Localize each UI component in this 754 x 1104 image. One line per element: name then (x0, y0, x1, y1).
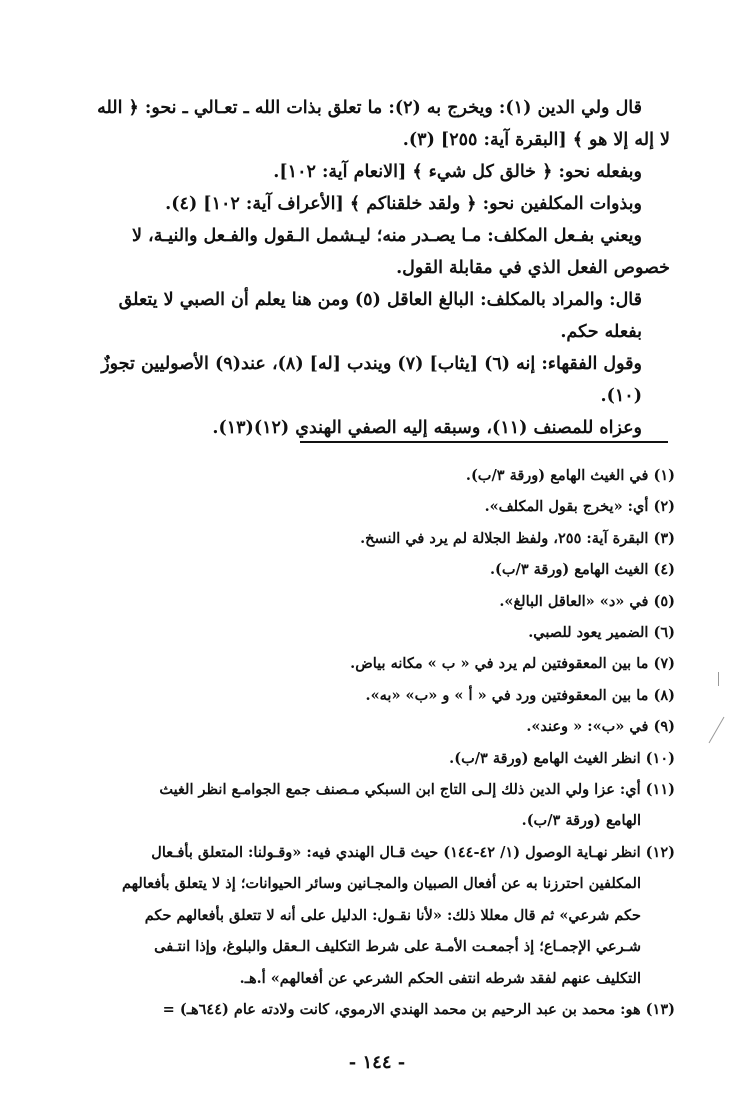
text-line: وعزاه للمصنف (١١)، وسبقه إليه الصفي الهندي (١٢)(١٣). (212, 418, 642, 438)
text-line: قال: والمراد بالمكلف: البالغ العاقل (٥) ومن هنا يعلم أن الصبي لا يتعلق بفعله حكم. (118, 290, 642, 342)
footnote: (١) في الغيث الهامع (ورقة ٣/ب). (465, 467, 675, 484)
main-text (90, 92, 670, 444)
footnote-continuation: التكليف عنهم لفقد شرطه انتفى الحكم الشرعي عن أفعالهم» أ.هـ. (239, 969, 641, 987)
footnote: (٥) في «د» «العاقل البالغ». (499, 592, 675, 610)
footnotes (90, 460, 675, 1025)
footnote: (٨) ما بين المعقوفتين ورد في « أ » و «ب» «به». (365, 686, 675, 704)
footnote-continuation: حكم شرعي» ثم قال معللا ذلك: «لأنا نقـول: الدليل على أنه لا تتعلق بأفعالهم حكم (144, 906, 641, 924)
text-line: لا إله إلا هو ﴾ [البقرة آية: ٢٥٥] (٣). (402, 130, 670, 150)
text-line: قال ولي الدين (١): ويخرج به (٢): ما تعلق بذات الله ـ تعـالي ـ نحو: ﴿ الله (97, 98, 642, 118)
footnote-continuation: المكلفين احترزنا به عن أفعال الصبيان والمجـانين وسائر الحيوانات؛ إذ لا يتعلق بأفعالهم (122, 875, 641, 893)
footnote-continuation: الهامع (ورقة ٣/ب). (521, 812, 641, 830)
footnote: (٦) الضمير يعود للصبي. (528, 624, 675, 642)
footnote: (٣) البقرة آية: ٢٥٥، ولفظ الجلالة لم يرد في النسخ. (360, 529, 675, 547)
page-number: - ١٤٤ - (348, 1052, 406, 1073)
text-line: خصوص الفعل الذي في مقابلة القول. (396, 258, 670, 278)
margin-mark (718, 672, 719, 686)
footnote: (١٠) انظر الغيث الهامع (ورقة ٣/ب). (449, 749, 675, 767)
margin-mark (709, 717, 725, 743)
footnote: (٩) في «ب»: « وعند». (526, 718, 675, 736)
footnote: (٤) الغيث الهامع (ورقة ٣/ب). (489, 561, 675, 579)
footnote: (٧) ما بين المعقوفتين لم يرد في « ب » مكانه بياض. (350, 655, 675, 673)
text-line: وقول الفقهاء: إنه (٦) [يثاب] (٧) ويندب [له] (٨)، عند(٩) الأصوليين تجوزٌ (١٠). (101, 354, 642, 406)
footnote-continuation: شـرعي الإجمـاع؛ إذ أجمعـت الأمـة على شرط التكليف الـعقل والبلوغ، وإذا انتـفى (154, 938, 641, 956)
footnote: (١٢) انظر نهـاية الوصول (١/ ٤٢-١٤٤) حيث قـال الهندي فيه: «وقـولنا: المتعلق بأفـعال (151, 843, 675, 861)
footnote: (١٣) هو: محمد بن عبد الرحيم بن محمد الهندي الارموي، كانت ولادته عام (٦٤٤هـ) = (162, 1000, 675, 1018)
text-line: وبفعله نحو: ﴿ خالق كل شيء ﴾ [الانعام آية: ١٠٢]. (273, 162, 642, 182)
footnote-separator (300, 441, 668, 443)
text-line: ويعني بفـعل المكلف: مـا يصـدر منه؛ ليـشمل الـقول والفـعل والنيـة، لا (131, 226, 642, 246)
text-line: وبذوات المكلفين نحو: ﴿ ولقد خلقناكم ﴾ [الأعراف آية: ١٠٢] (٤). (165, 194, 642, 214)
footnote: (٢) أي: «يخرج بقول المكلف». (484, 498, 675, 516)
footnote: (١١) أي: عزا ولي الدين ذلك إلـى التاج ابن السبكي مـصنف جمع الجوامـع انظر الغيث (159, 781, 675, 799)
